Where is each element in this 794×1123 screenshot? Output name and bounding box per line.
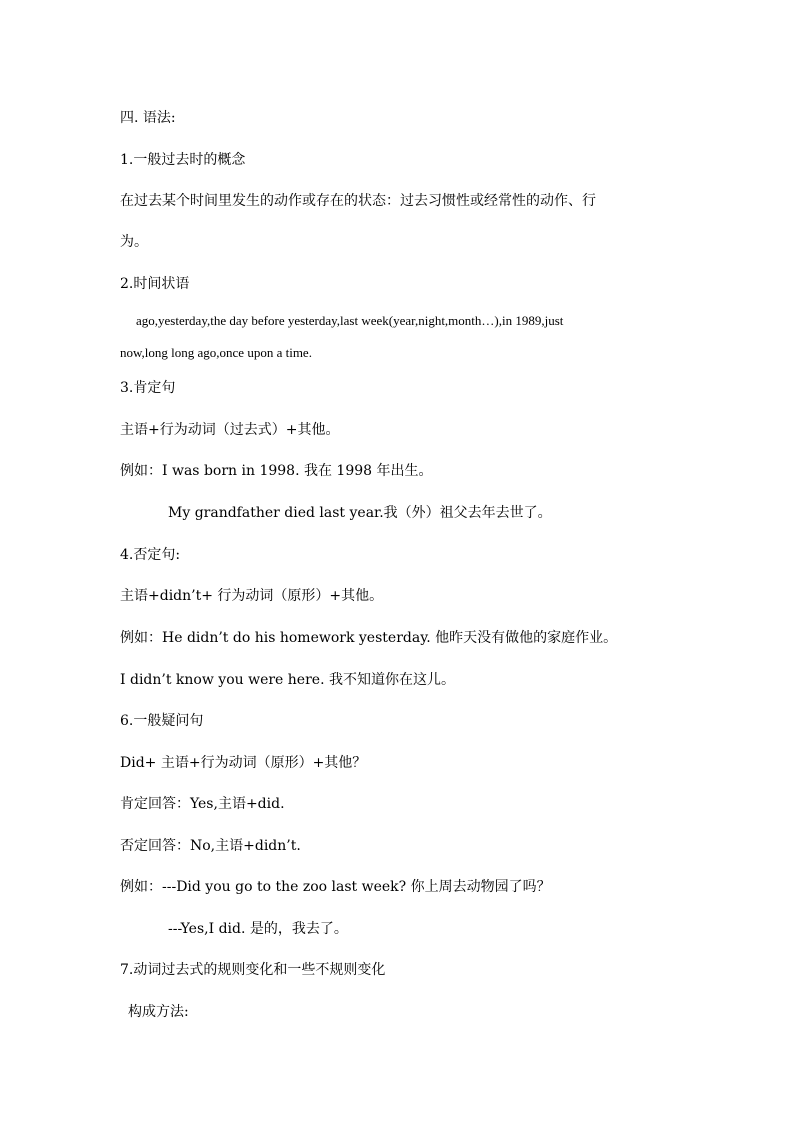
paragraph-concept-line1: 在过去某个时间里发生的动作或存在的状态：过去习惯性或经常性的动作、行 <box>120 193 596 209</box>
question-example-2: ---Yes,I did. 是的，我去了。 <box>168 921 348 937</box>
positive-answer: 肯定回答：Yes,主语+did. <box>120 796 285 812</box>
subheading-affirmative: 3.肯定句 <box>120 380 176 396</box>
section-heading: 四. 语法: <box>120 110 176 126</box>
subheading-concept: 1.一般过去时的概念 <box>120 152 246 168</box>
negative-structure: 主语+didn’t+ 行为动词（原形）+其他。 <box>120 588 384 604</box>
time-adverbials-line1: ago,yesterday,the day before yesterday,last week(year,night,month…),in 1989,just <box>136 313 564 328</box>
subheading-verb-forms: 7.动词过去式的规则变化和一些不规则变化 <box>120 962 386 978</box>
affirmative-example-2: My grandfather died last year.我（外）祖父去年去世了。 <box>168 505 552 521</box>
affirmative-structure: 主语+行为动词（过去式）+其他。 <box>120 422 340 438</box>
negative-answer: 否定回答：No,主语+didn’t. <box>120 838 301 854</box>
negative-example-1: 例如：He didn’t do his homework yesterday. 他昨天没有做他的家庭作业。 <box>120 630 618 646</box>
negative-example-2: I didn’t know you were here. 我不知道你在这儿。 <box>120 672 455 688</box>
formation-method-label: 构成方法: <box>128 1004 189 1020</box>
paragraph-concept-line2: 为。 <box>120 234 148 250</box>
subheading-negative: 4.否定句: <box>120 547 181 563</box>
affirmative-example-1: 例如：I was born in 1998. 我在 1998 年出生。 <box>120 463 433 479</box>
subheading-time-adverbials: 2.时间状语 <box>120 276 190 292</box>
subheading-question: 6.一般疑问句 <box>120 713 204 729</box>
question-structure: Did+ 主语+行为动词（原形）+其他？ <box>120 755 367 771</box>
time-adverbials-line2: now,long long ago,once upon a time. <box>120 345 312 360</box>
question-example-1: 例如：---Did you go to the zoo last week? 你上周去动物园了吗？ <box>120 879 551 895</box>
